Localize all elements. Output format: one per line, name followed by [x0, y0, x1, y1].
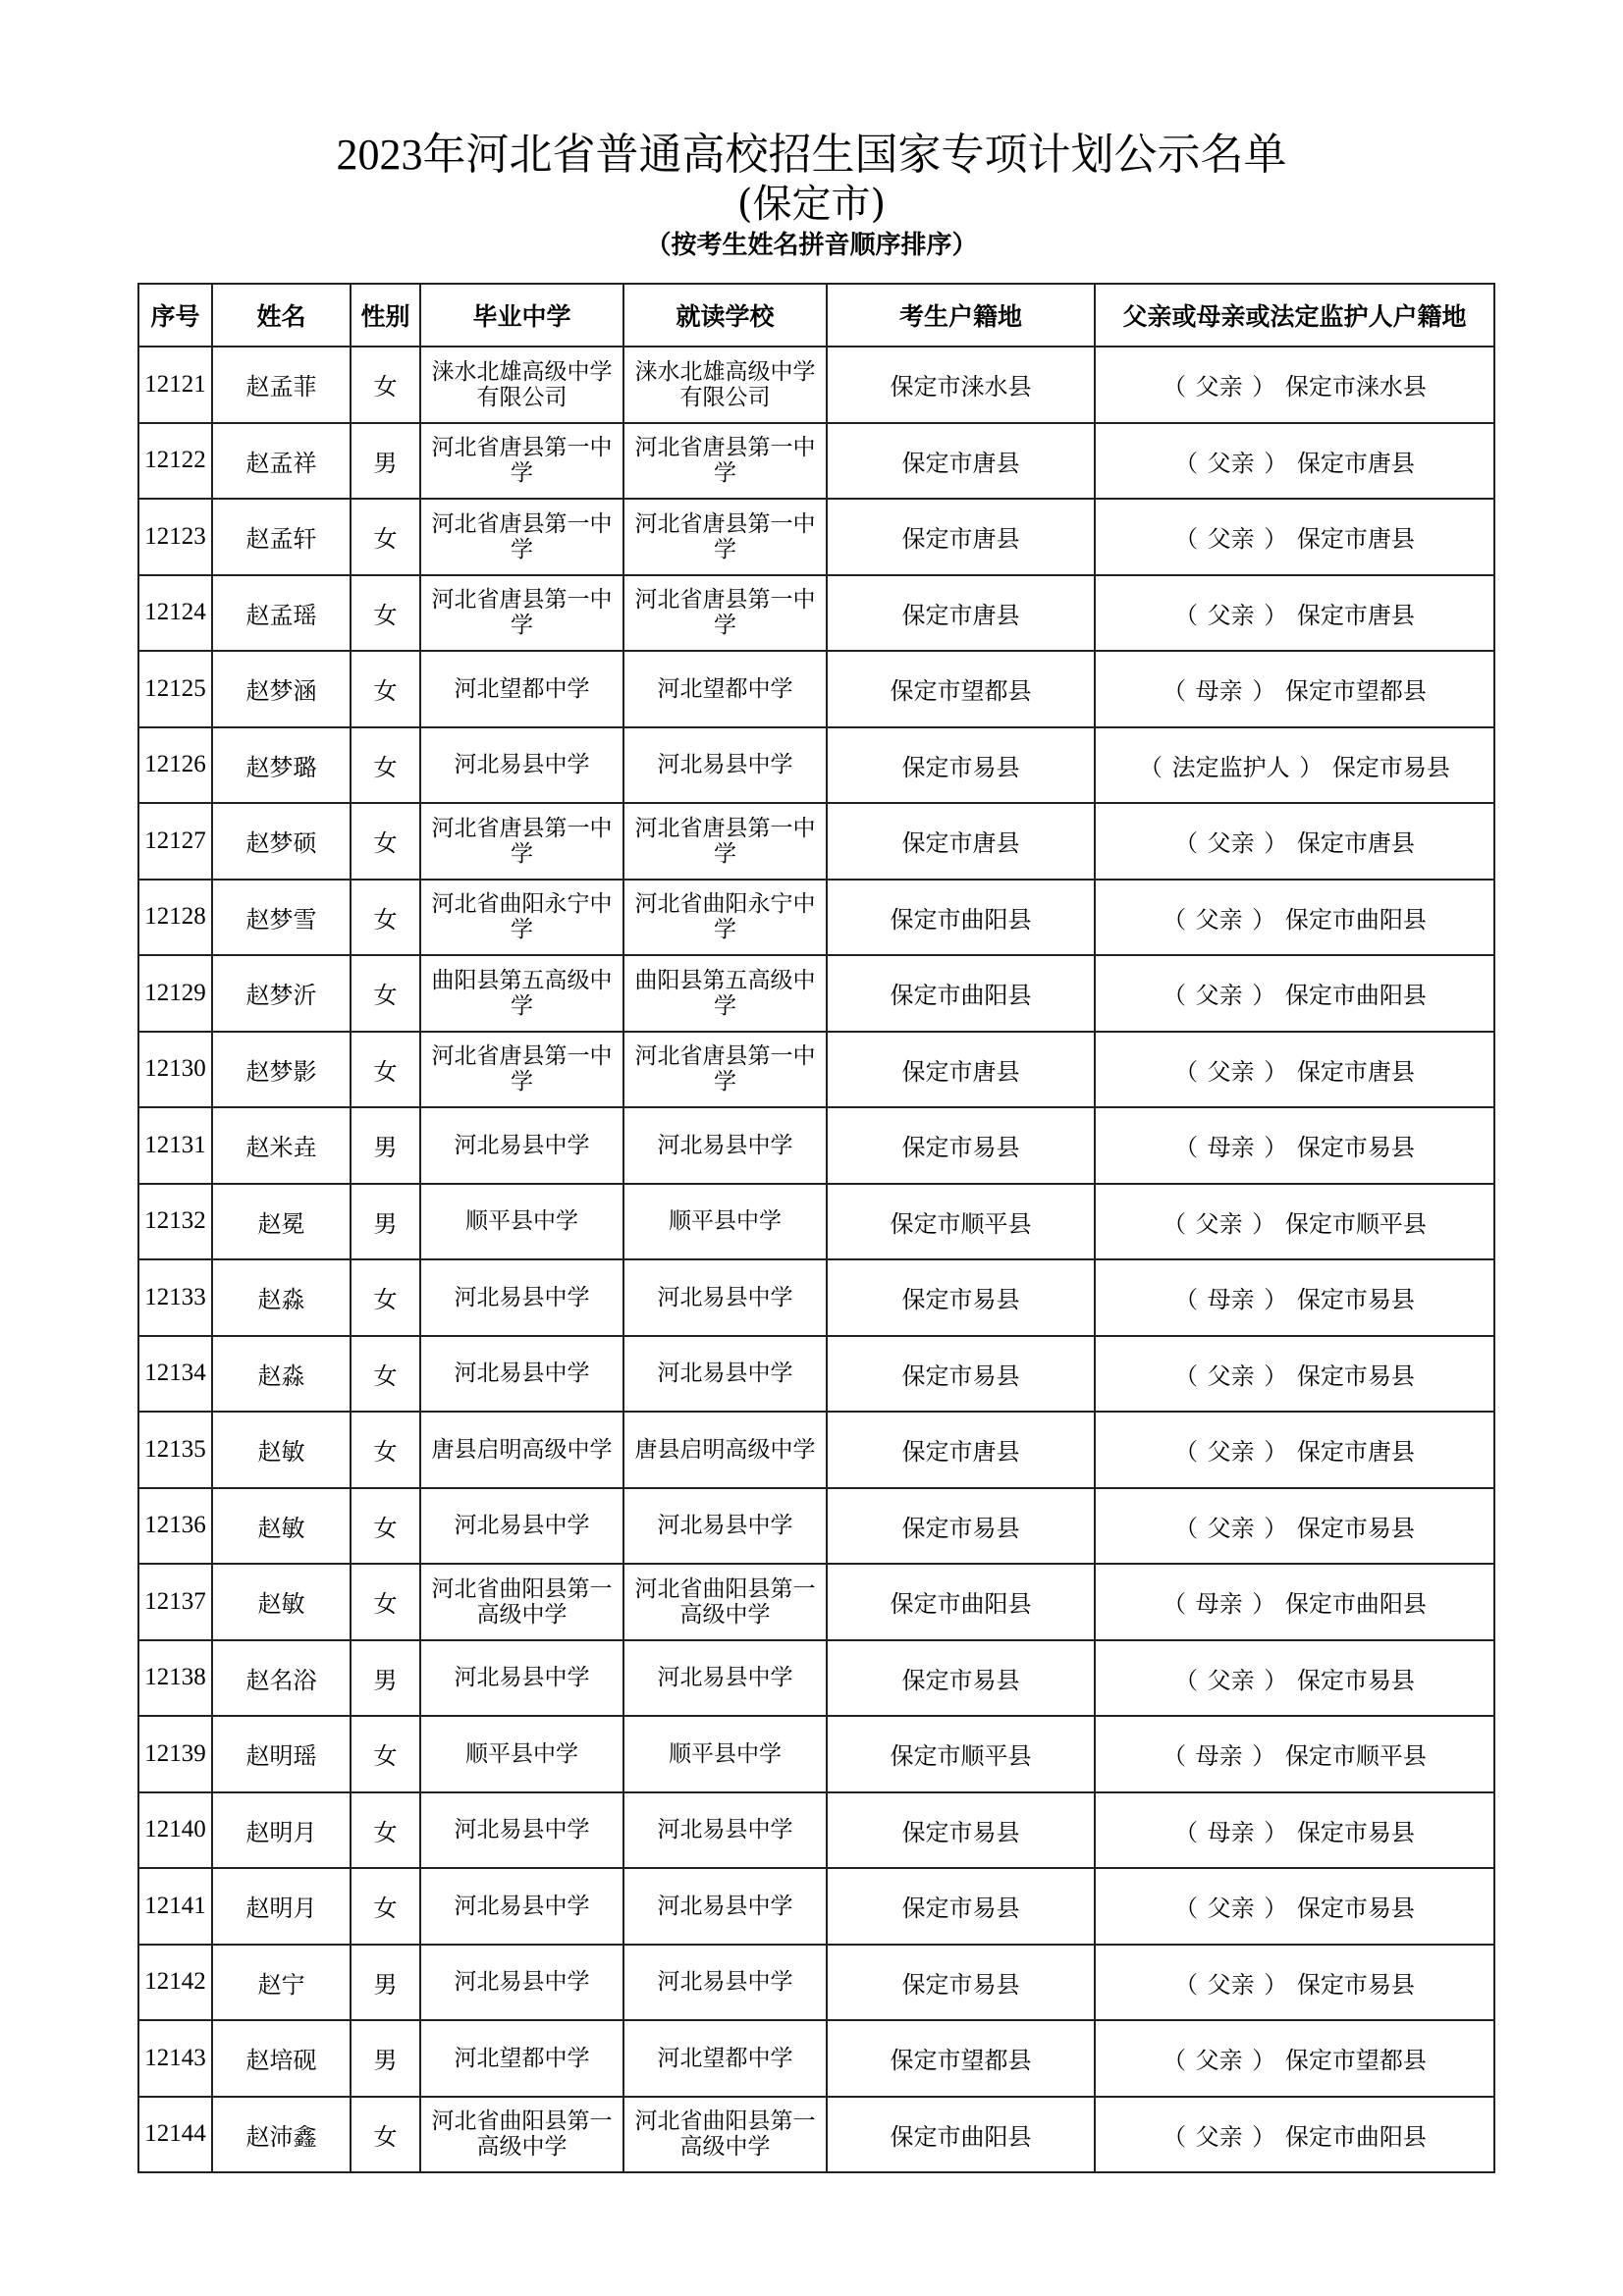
cell-serial: 12128 — [138, 880, 212, 956]
cell-student-residence: 保定市唐县 — [827, 499, 1095, 575]
cell-name: 赵梦璐 — [212, 727, 351, 804]
cell-guardian-residence: （ 父亲 ） 保定市易县 — [1095, 1336, 1494, 1413]
cell-guardian-residence: （ 母亲 ） 保定市顺平县 — [1095, 1716, 1494, 1792]
cell-guardian-residence: （ 父亲 ） 保定市唐县 — [1095, 1412, 1494, 1488]
cell-student-residence: 保定市曲阳县 — [827, 880, 1095, 956]
cell-name: 赵梦涵 — [212, 651, 351, 727]
table-row — [138, 1945, 1494, 2021]
cell-name: 赵名浴 — [212, 1640, 351, 1717]
table-row — [138, 1336, 1494, 1413]
cell-student-residence: 保定市唐县 — [827, 1032, 1095, 1108]
cell-guardian-residence: （ 母亲 ） 保定市易县 — [1095, 1107, 1494, 1184]
cell-gender: 女 — [351, 1564, 420, 1640]
cell-graduated-school: 河北省唐县第一中学 — [420, 803, 623, 880]
cell-student-residence: 保定市望都县 — [827, 651, 1095, 727]
cell-guardian-residence: （ 父亲 ） 保定市顺平县 — [1095, 1184, 1494, 1260]
cell-graduated-school: 河北易县中学 — [420, 1259, 623, 1336]
cell-name: 赵梦沂 — [212, 955, 351, 1032]
cell-current-school: 河北易县中学 — [623, 1488, 827, 1565]
cell-guardian-residence: （ 母亲 ） 保定市易县 — [1095, 1259, 1494, 1336]
cell-student-residence: 保定市望都县 — [827, 2020, 1095, 2097]
cell-guardian-residence: （ 父亲 ） 保定市易县 — [1095, 1868, 1494, 1945]
cell-student-residence: 保定市唐县 — [827, 803, 1095, 880]
cell-guardian-residence: （ 父亲 ） 保定市易县 — [1095, 1945, 1494, 2021]
cell-graduated-school: 河北易县中学 — [420, 1640, 623, 1717]
cell-name: 赵孟瑶 — [212, 575, 351, 652]
cell-student-residence: 保定市顺平县 — [827, 1716, 1095, 1792]
cell-serial: 12140 — [138, 1792, 212, 1869]
cell-graduated-school: 河北省唐县第一中学 — [420, 423, 623, 500]
table-row — [138, 1107, 1494, 1184]
cell-graduated-school: 河北省唐县第一中学 — [420, 1032, 623, 1108]
cell-gender: 女 — [351, 880, 420, 956]
cell-name: 赵米垚 — [212, 1107, 351, 1184]
table-row — [138, 1716, 1494, 1792]
cell-gender: 女 — [351, 1032, 420, 1108]
cell-gender: 女 — [351, 651, 420, 727]
cell-name: 赵梦硕 — [212, 803, 351, 880]
cell-guardian-residence: （ 父亲 ） 保定市唐县 — [1095, 423, 1494, 500]
cell-graduated-school: 唐县启明高级中学 — [420, 1412, 623, 1488]
header-student-residence: 考生户籍地 — [827, 284, 1095, 347]
cell-current-school: 河北省唐县第一中学 — [623, 423, 827, 500]
cell-serial: 12138 — [138, 1640, 212, 1717]
cell-guardian-residence: （ 父亲 ） 保定市唐县 — [1095, 803, 1494, 880]
cell-graduated-school: 河北省曲阳永宁中学 — [420, 880, 623, 956]
cell-student-residence: 保定市易县 — [827, 727, 1095, 804]
cell-serial: 12134 — [138, 1336, 212, 1413]
cell-current-school: 河北易县中学 — [623, 1945, 827, 2021]
cell-student-residence: 保定市唐县 — [827, 423, 1095, 500]
header-name: 姓名 — [212, 284, 351, 347]
cell-graduated-school: 河北易县中学 — [420, 1792, 623, 1869]
cell-guardian-residence: （ 法定监护人 ） 保定市易县 — [1095, 727, 1494, 804]
cell-name: 赵淼 — [212, 1259, 351, 1336]
cell-graduated-school: 顺平县中学 — [420, 1184, 623, 1260]
table-row — [138, 803, 1494, 880]
cell-student-residence: 保定市易县 — [827, 1336, 1095, 1413]
cell-graduated-school: 河北易县中学 — [420, 1336, 623, 1413]
cell-name: 赵敏 — [212, 1412, 351, 1488]
cell-serial: 12122 — [138, 423, 212, 500]
cell-guardian-residence: （ 母亲 ） 保定市易县 — [1095, 1792, 1494, 1869]
cell-gender: 女 — [351, 727, 420, 804]
cell-graduated-school: 河北易县中学 — [420, 1107, 623, 1184]
table-body — [138, 347, 1494, 2172]
cell-student-residence: 保定市易县 — [827, 1640, 1095, 1717]
cell-guardian-residence: （ 父亲 ） 保定市曲阳县 — [1095, 955, 1494, 1032]
cell-name: 赵淼 — [212, 1336, 351, 1413]
cell-guardian-residence: （ 母亲 ） 保定市曲阳县 — [1095, 1564, 1494, 1640]
table-row — [138, 2020, 1494, 2097]
cell-current-school: 唐县启明高级中学 — [623, 1412, 827, 1488]
cell-serial: 12121 — [138, 347, 212, 423]
cell-name: 赵冕 — [212, 1184, 351, 1260]
cell-serial: 12136 — [138, 1488, 212, 1565]
cell-gender: 男 — [351, 1107, 420, 1184]
table-row — [138, 1032, 1494, 1108]
table-row — [138, 423, 1494, 500]
cell-current-school: 河北易县中学 — [623, 1259, 827, 1336]
cell-serial: 12144 — [138, 2097, 212, 2173]
cell-current-school: 河北易县中学 — [623, 1107, 827, 1184]
cell-graduated-school: 曲阳县第五高级中学 — [420, 955, 623, 1032]
cell-current-school: 河北省唐县第一中学 — [623, 803, 827, 880]
cell-name: 赵孟轩 — [212, 499, 351, 575]
cell-serial: 12130 — [138, 1032, 212, 1108]
cell-name: 赵明瑶 — [212, 1716, 351, 1792]
cell-guardian-residence: （ 父亲 ） 保定市易县 — [1095, 1488, 1494, 1565]
cell-gender: 女 — [351, 575, 420, 652]
cell-serial: 12124 — [138, 575, 212, 652]
cell-name: 赵明月 — [212, 1792, 351, 1869]
table-row — [138, 1259, 1494, 1336]
cell-serial: 12142 — [138, 1945, 212, 2021]
table-row — [138, 651, 1494, 727]
table-row — [138, 347, 1494, 423]
cell-gender: 女 — [351, 1792, 420, 1869]
cell-student-residence: 保定市易县 — [827, 1868, 1095, 1945]
cell-guardian-residence: （ 父亲 ） 保定市唐县 — [1095, 499, 1494, 575]
cell-current-school: 河北易县中学 — [623, 1336, 827, 1413]
cell-gender: 男 — [351, 1184, 420, 1260]
cell-current-school: 河北易县中学 — [623, 1640, 827, 1717]
cell-graduated-school: 河北省唐县第一中学 — [420, 575, 623, 652]
cell-serial: 12126 — [138, 727, 212, 804]
cell-student-residence: 保定市顺平县 — [827, 1184, 1095, 1260]
cell-name: 赵沛鑫 — [212, 2097, 351, 2173]
table-row — [138, 1792, 1494, 1869]
table-row — [138, 1488, 1494, 1565]
cell-gender: 女 — [351, 803, 420, 880]
cell-guardian-residence: （ 父亲 ） 保定市唐县 — [1095, 575, 1494, 652]
cell-guardian-residence: （ 母亲 ） 保定市望都县 — [1095, 651, 1494, 727]
cell-graduated-school: 河北省曲阳县第一高级中学 — [420, 1564, 623, 1640]
cell-graduated-school: 河北易县中学 — [420, 1868, 623, 1945]
cell-graduated-school: 河北易县中学 — [420, 1488, 623, 1565]
cell-current-school: 曲阳县第五高级中学 — [623, 955, 827, 1032]
cell-serial: 12135 — [138, 1412, 212, 1488]
cell-guardian-residence: （ 父亲 ） 保定市曲阳县 — [1095, 2097, 1494, 2173]
cell-student-residence: 保定市易县 — [827, 1945, 1095, 2021]
cell-gender: 女 — [351, 1336, 420, 1413]
table-row — [138, 499, 1494, 575]
table-row — [138, 1412, 1494, 1488]
cell-guardian-residence: （ 父亲 ） 保定市唐县 — [1095, 1032, 1494, 1108]
cell-serial: 12131 — [138, 1107, 212, 1184]
cell-student-residence: 保定市易县 — [827, 1107, 1095, 1184]
header-current-school: 就读学校 — [623, 284, 827, 347]
cell-gender: 男 — [351, 423, 420, 500]
cell-gender: 女 — [351, 1716, 420, 1792]
cell-student-residence: 保定市唐县 — [827, 1412, 1095, 1488]
cell-student-residence: 保定市易县 — [827, 1259, 1095, 1336]
cell-graduated-school: 河北易县中学 — [420, 727, 623, 804]
cell-name: 赵敏 — [212, 1488, 351, 1565]
table-row — [138, 955, 1494, 1032]
cell-graduated-school: 河北省曲阳县第一高级中学 — [420, 2097, 623, 2173]
cell-serial: 12141 — [138, 1868, 212, 1945]
cell-gender: 男 — [351, 1640, 420, 1717]
document-title: 2023年河北省普通高校招生国家专项计划公示名单 — [336, 131, 1287, 179]
document-subtitle: (保定市) — [736, 182, 887, 227]
header-graduated-school: 毕业中学 — [420, 284, 623, 347]
cell-current-school: 河北易县中学 — [623, 727, 827, 804]
table-row — [138, 880, 1494, 956]
cell-current-school: 河北易县中学 — [623, 1868, 827, 1945]
table-row — [138, 575, 1494, 652]
table-row — [138, 1564, 1494, 1640]
cell-graduated-school: 顺平县中学 — [420, 1716, 623, 1792]
header-serial: 序号 — [138, 284, 212, 347]
cell-gender: 女 — [351, 1259, 420, 1336]
cell-graduated-school: 涞水北雄高级中学有限公司 — [420, 347, 623, 423]
cell-name: 赵梦雪 — [212, 880, 351, 956]
cell-name: 赵培砚 — [212, 2020, 351, 2097]
cell-graduated-school: 河北望都中学 — [420, 2020, 623, 2097]
cell-gender: 女 — [351, 347, 420, 423]
table-row — [138, 2097, 1494, 2173]
cell-student-residence: 保定市曲阳县 — [827, 2097, 1095, 2173]
cell-serial: 12129 — [138, 955, 212, 1032]
cell-serial: 12127 — [138, 803, 212, 880]
cell-gender: 女 — [351, 1868, 420, 1945]
cell-name: 赵梦影 — [212, 1032, 351, 1108]
cell-current-school: 河北省唐县第一中学 — [623, 1032, 827, 1108]
table-row — [138, 1868, 1494, 1945]
header-guardian-residence: 父亲或母亲或法定监护人户籍地 — [1095, 284, 1494, 347]
cell-graduated-school: 河北望都中学 — [420, 651, 623, 727]
admission-list-table — [137, 283, 1495, 2173]
cell-current-school: 河北省曲阳县第一高级中学 — [623, 2097, 827, 2173]
table-row — [138, 1184, 1494, 1260]
cell-serial: 12133 — [138, 1259, 212, 1336]
cell-current-school: 河北省曲阳县第一高级中学 — [623, 1564, 827, 1640]
table-header-row — [138, 284, 1494, 347]
cell-name: 赵宁 — [212, 1945, 351, 2021]
document-sort-note: （按考生姓名拼音顺序排序） — [645, 231, 978, 260]
cell-guardian-residence: （ 父亲 ） 保定市涞水县 — [1095, 347, 1494, 423]
cell-current-school: 顺平县中学 — [623, 1716, 827, 1792]
table-row — [138, 727, 1494, 804]
header-gender: 性别 — [351, 284, 420, 347]
cell-gender: 女 — [351, 955, 420, 1032]
cell-name: 赵孟菲 — [212, 347, 351, 423]
cell-student-residence: 保定市涞水县 — [827, 347, 1095, 423]
cell-student-residence: 保定市易县 — [827, 1488, 1095, 1565]
cell-graduated-school: 河北易县中学 — [420, 1945, 623, 2021]
cell-gender: 女 — [351, 499, 420, 575]
cell-current-school: 河北省唐县第一中学 — [623, 575, 827, 652]
cell-guardian-residence: （ 父亲 ） 保定市望都县 — [1095, 2020, 1494, 2097]
cell-current-school: 河北省曲阳永宁中学 — [623, 880, 827, 956]
cell-serial: 12143 — [138, 2020, 212, 2097]
cell-serial: 12137 — [138, 1564, 212, 1640]
cell-current-school: 河北望都中学 — [623, 651, 827, 727]
cell-student-residence: 保定市易县 — [827, 1792, 1095, 1869]
cell-name: 赵敏 — [212, 1564, 351, 1640]
cell-gender: 女 — [351, 2097, 420, 2173]
cell-gender: 女 — [351, 1412, 420, 1488]
cell-gender: 女 — [351, 1488, 420, 1565]
cell-current-school: 河北省唐县第一中学 — [623, 499, 827, 575]
cell-student-residence: 保定市曲阳县 — [827, 1564, 1095, 1640]
cell-name: 赵明月 — [212, 1868, 351, 1945]
cell-guardian-residence: （ 父亲 ） 保定市曲阳县 — [1095, 880, 1494, 956]
cell-current-school: 涞水北雄高级中学有限公司 — [623, 347, 827, 423]
cell-graduated-school: 河北省唐县第一中学 — [420, 499, 623, 575]
cell-gender: 男 — [351, 1945, 420, 2021]
cell-guardian-residence: （ 父亲 ） 保定市易县 — [1095, 1640, 1494, 1717]
cell-student-residence: 保定市唐县 — [827, 575, 1095, 652]
cell-serial: 12139 — [138, 1716, 212, 1792]
cell-current-school: 顺平县中学 — [623, 1184, 827, 1260]
cell-current-school: 河北易县中学 — [623, 1792, 827, 1869]
cell-serial: 12132 — [138, 1184, 212, 1260]
cell-student-residence: 保定市曲阳县 — [827, 955, 1095, 1032]
table-row — [138, 1640, 1494, 1717]
cell-serial: 12125 — [138, 651, 212, 727]
cell-current-school: 河北望都中学 — [623, 2020, 827, 2097]
cell-name: 赵孟祥 — [212, 423, 351, 500]
cell-serial: 12123 — [138, 499, 212, 575]
cell-gender: 男 — [351, 2020, 420, 2097]
